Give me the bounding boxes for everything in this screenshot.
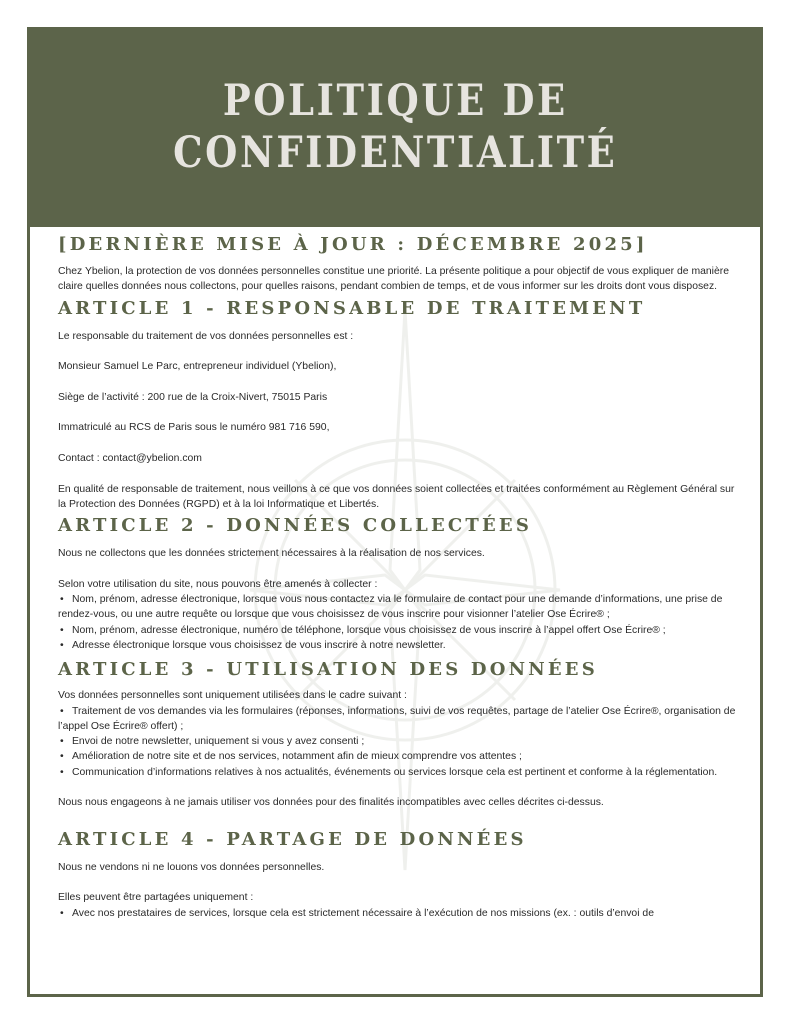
article-3-bullet: • Amélioration de notre site et de nos services, notamment afin de mieux comprendre vos attentes ; — [58, 749, 738, 764]
article-2-bullet: • Nom, prénom, adresse électronique, numéro de téléphone, lorsque vous choisissez de vous inscrire à l’appel offert Ose Écrire® ; — [58, 623, 738, 638]
article-4-bullet: • Avec nos prestataires de services, lorsque cela est strictement nécessaire à l’exécution de nos missions (ex. : outils d’envoi de — [58, 906, 738, 921]
article-2-intro: Nous ne collectons que les données strictement nécessaires à la réalisation de nos services. — [58, 548, 485, 560]
article-1-heading: ARTICLE 1 - RESPONSABLE DE TRAITEMENT — [58, 297, 646, 319]
article-2-bullet: • Adresse électronique lorsque vous choisissez de vous inscrire à notre newsletter. — [58, 638, 738, 653]
article-3-bullet: • Traitement de vos demandes via les formulaires (réponses, informations, suivi de vos requêtes, partage de l’atelier Ose Écrire®, organisation de l’appel Ose Écrire® offert) ; — [58, 704, 738, 735]
title-line-1: POLITIQUE DE — [222, 76, 568, 126]
article-4-lead: Elles peuvent être partagées uniquement : — [58, 892, 254, 904]
article-1-contact: Contact : contact@ybelion.com — [58, 452, 202, 464]
article-4-heading: ARTICLE 4 - PARTAGE DE DONNÉES — [58, 828, 527, 850]
title-line-2: CONFIDENTIALITÉ — [172, 128, 618, 178]
article-3-bullet: • Communication d’informations relatives à nos actualités, événements ou services lorsque cela est pertinent et conforme à la réglementation. — [58, 765, 738, 780]
article-3-closing: Nous nous engageons à ne jamais utiliser vos données pour des finalités incompatibles avec celles décrites ci-dessus. — [58, 797, 604, 809]
article-3-heading: ARTICLE 3 - UTILISATION DES DONNÉES — [58, 659, 598, 681]
document-body — [58, 230, 738, 921]
article-2-bullet: • Nom, prénom, adresse électronique, lorsque vous nous contactez via le formulaire de contact pour une demande d’informations, une prise de rendez-vous, ou une autre requête ou lorsque que vous choisissez de vous inscrire pour visionner l’atelier Ose Écrire® ; — [58, 592, 738, 623]
intro-paragraph: Chez Ybelion, la protection de vos données personnelles constitue une priorité. La présente politique a pour objectif de vous expliquer de manière claire quelles données nous collectons, pour quelles raisons, pendant combien de temps, et de vous informer sur les droits dont vous disposez. — [58, 266, 730, 293]
last-update-heading: [DERNIÈRE MISE À JOUR : DÉCEMBRE 2025] — [58, 234, 648, 255]
article-1-closing: En qualité de responsable de traitement, nous veillons à ce que vos données soient collectées et traitées conformément au Règlement Général sur la Protection des Données (RGPD) et à la loi Informatique et Libertés. — [58, 483, 735, 510]
article-1-line: Le responsable du traitement de vos données personnelles est : — [58, 330, 354, 342]
page-title — [173, 75, 617, 179]
article-2-heading: ARTICLE 2 - DONNÉES COLLECTÉES — [58, 515, 533, 537]
article-2-lead: Selon votre utilisation du site, nous pouvons être amenés à collecter : — [58, 578, 378, 590]
article-1-line: Monsieur Samuel Le Parc, entrepreneur individuel (Ybelion), — [58, 361, 337, 373]
article-3-bullet: • Envoi de notre newsletter, uniquement si vous y avez consenti ; — [58, 734, 738, 749]
article-1-line: Siège de l’activité : 200 rue de la Croix-Nivert, 75015 Paris — [58, 391, 328, 403]
article-1-line: Immatriculé au RCS de Paris sous le numéro 981 716 590, — [58, 422, 330, 434]
title-banner — [27, 27, 763, 227]
article-3-lead: Vos données personnelles sont uniquement utilisées dans le cadre suivant : — [58, 690, 407, 702]
article-4-intro: Nous ne vendons ni ne louons vos données personnelles. — [58, 861, 325, 873]
